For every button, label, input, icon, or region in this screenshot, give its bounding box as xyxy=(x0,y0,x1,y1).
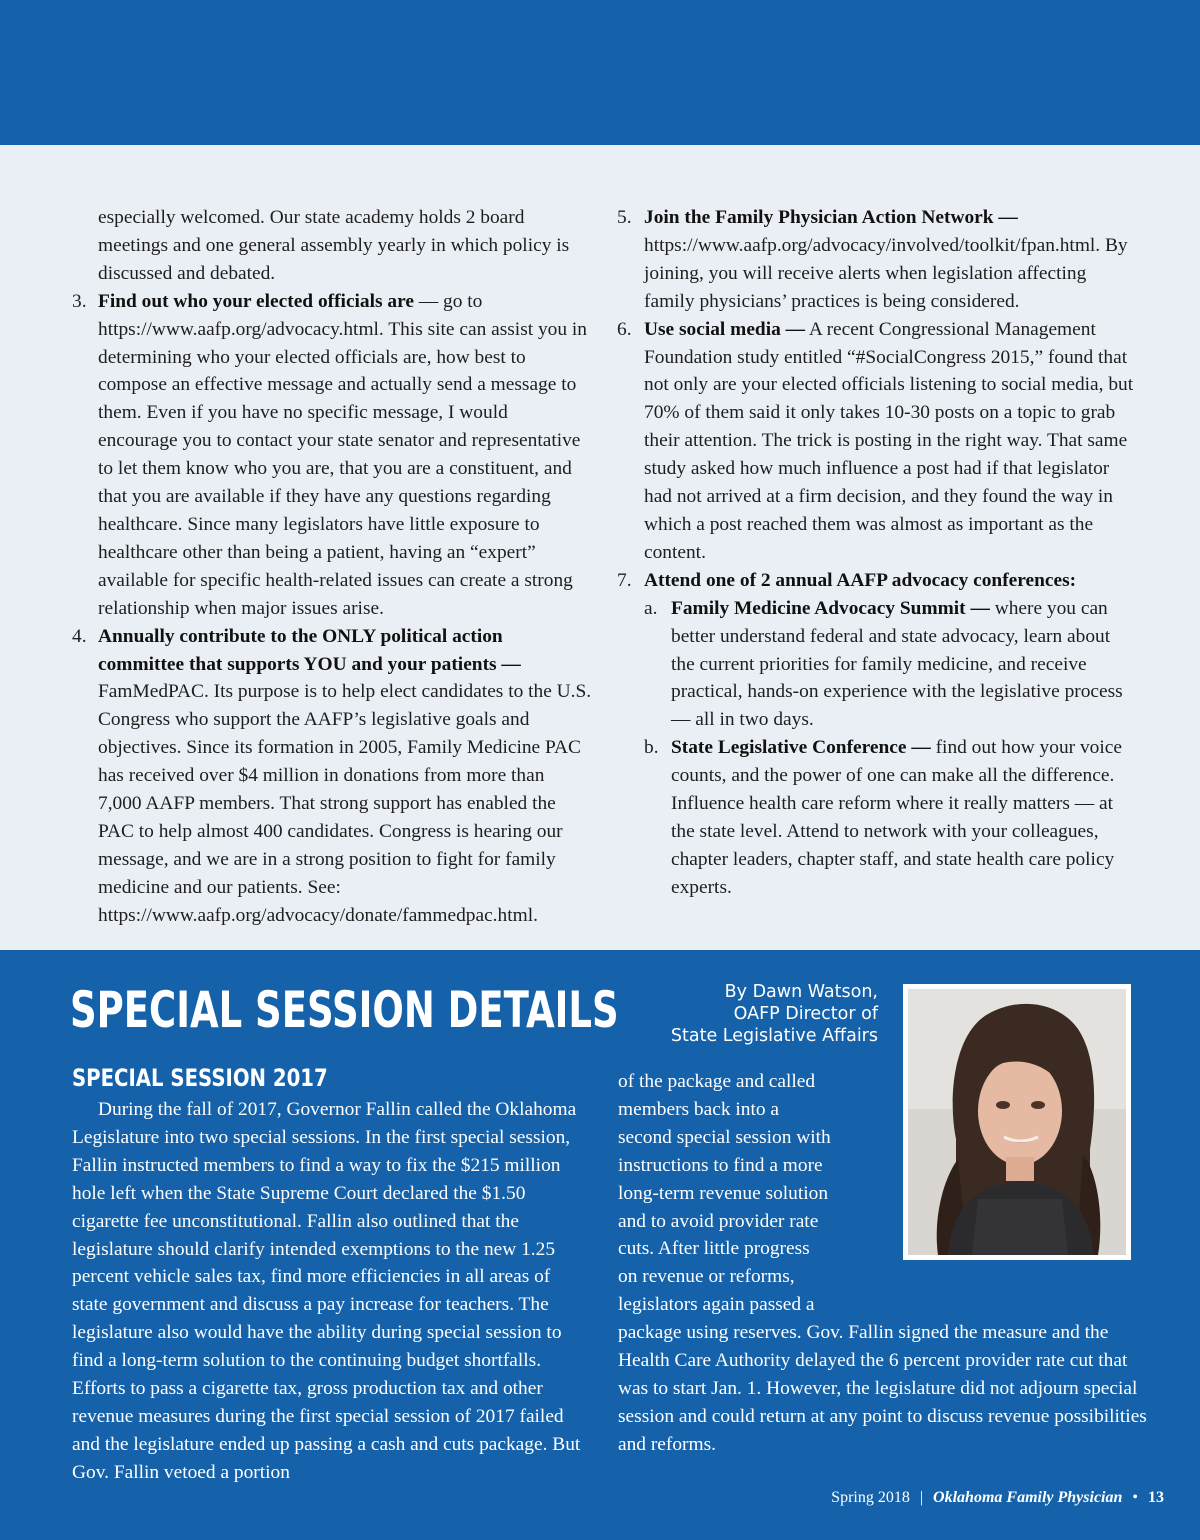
byline-line: State Legislative Affairs xyxy=(670,1026,878,1046)
list-item-text: — go to https://www.aafp.org/advocacy.html. This site can assist you in determining who your elected officials are, how best to compose an effective message and actually send a message to them. Even if you have no specific message, I would encourage you to contact your state senator and representative to let them know who you are, that you are a constituent, and that you are available if they have any questions regarding healthcare. Since many legislators have little exposure to healthcare other than being a patient, having an “expert” available for specific health-related issues can create a strong relationship when major issues arise. xyxy=(98,290,587,619)
list-number: 7. xyxy=(617,569,632,591)
list-number: 4. xyxy=(72,625,87,647)
author-byline xyxy=(671,981,878,1047)
list-item-heading: Find out who your elected officials are xyxy=(98,290,414,312)
author-photo-frame xyxy=(903,984,1131,1260)
special-session-right-narrow xyxy=(618,1068,843,1319)
list-item-text: FamMedPAC. Its purpose is to help elect candidates to the U.S. Congress who support the AAFP’s legislative goals and objectives. Since its formation in 2005, Family Medicine PAC has received over $4 million in donations from more than 7,000 AAFP members. That strong support has enabled the PAC to help almost 400 candidates. Congress is hearing our message, and we are in a strong position to fight for family medicine and our patients. See: https://www.aafp.org/advocacy/donate/fammedpac.html. xyxy=(98,681,592,926)
text-line: cuts. After little progress xyxy=(618,1238,810,1260)
author-photo xyxy=(908,989,1126,1255)
text-line: long-term revenue solution xyxy=(618,1182,829,1204)
byline-line: OAFP Director of xyxy=(733,1004,878,1024)
list-subitem-7a xyxy=(644,595,1137,735)
list-item-heading: State Legislative Conference — xyxy=(671,737,931,759)
list-item-6 xyxy=(617,316,1137,567)
list-item-body xyxy=(671,595,1137,735)
page-footer xyxy=(831,1486,1164,1510)
list-item-body xyxy=(98,623,592,930)
page-number: 13 xyxy=(1148,1489,1164,1506)
text-line: legislators again passed a xyxy=(618,1294,815,1316)
list-item-5 xyxy=(617,204,1137,316)
list-item-heading: Use social media — xyxy=(644,318,806,340)
text-line: members back into a xyxy=(618,1098,779,1120)
list-item-heading: Attend one of 2 annual AAFP advocacy conferences: xyxy=(644,569,1077,591)
list-item-heading: Annually contribute to the ONLY political action committee that supports YOU and your patients — xyxy=(98,625,521,675)
list-subitem-7b xyxy=(644,734,1137,901)
continued-paragraph: especially welcomed. Our state academy holds 2 board meetings and one general assembly yearly in which policy is discussed and debated. xyxy=(98,207,570,284)
list-item-body xyxy=(644,204,1137,316)
byline-line: By Dawn Watson, xyxy=(724,982,878,1002)
top-banner xyxy=(0,0,1200,145)
list-item-heading: Family Medicine Advocacy Summit — xyxy=(671,597,990,619)
list-number: 3. xyxy=(72,290,87,312)
upper-right-column xyxy=(617,204,1137,902)
list-item-body xyxy=(98,288,592,623)
list-item-text: where you can better understand federal and state advocacy, learn about the current priorities for family medicine, and receive practical, hands-on experience with the legislative process — all in two days. xyxy=(671,597,1123,731)
paragraph-text: During the fall of 2017, Governor Fallin called the Oklahoma Legislature into two special sessions. In the first special session, Fallin instructed members to find a way to fix the $215 million hole left when the State Supreme Court declared the $1.50 cigarette fee unconstitutional. Fallin also outlined that the legislature should clarify intended exemptions to the new 1.25 percent vehicle sales tax, find more efficiencies in all areas of state government and discuss a pay increase for teachers. The legislature also would have the ability during special session to find a long-term solution to the continuing budget shortfalls. Efforts to pass a cigarette tax, gross production tax and other revenue measures during the first special session of 2017 failed and the legislature ended up passing a cash and cuts package. But Gov. Fallin vetoed a portion xyxy=(72,1099,581,1483)
text-line: on revenue or reforms, xyxy=(618,1266,795,1288)
special-session-right-wide xyxy=(618,1319,1148,1459)
list-letter: a. xyxy=(644,597,658,619)
list-number: 5. xyxy=(617,207,632,228)
special-session-left-column xyxy=(72,1096,587,1487)
list-letter: b. xyxy=(644,737,659,759)
list-item-body xyxy=(671,734,1137,901)
text-line: of the package and called xyxy=(618,1071,816,1092)
footer-divider: | xyxy=(919,1489,924,1506)
publication-name: Oklahoma Family Physician xyxy=(933,1489,1123,1506)
list-item-text: A recent Congressional Management Foundation study entitled “#SocialCongress 2015,” found that not only are your elected officials listening to social media, but 70% of them said it only takes 10-30 posts on a topic to grab their attention. The trick is posting in the right way. That same study asked how much influence a post had if that legislator had not arrived at a firm decision, and they found the way in which a post reached them was almost as important as the content. xyxy=(644,318,1134,563)
footer-bullet: • xyxy=(1132,1489,1138,1506)
text-line: and to avoid provider rate xyxy=(618,1210,819,1232)
text-line: second special session with xyxy=(618,1126,831,1148)
list-item-body xyxy=(644,567,1137,595)
list-item-heading: Join the Family Physician Action Network — xyxy=(644,207,1018,228)
paragraph-text: package using reserves. Gov. Fallin signed the measure and the Health Care Authority delayed the 6 percent provider rate cut that was to start Jan. 1. However, the legislature did not adjourn special session and could return at any point to discuss revenue possibilities and reforms. xyxy=(618,1322,1147,1455)
section-subtitle: SPECIAL SESSION 2017 xyxy=(72,1064,328,1092)
text-line: instructions to find a more xyxy=(618,1154,823,1176)
issue-season: Spring 2018 xyxy=(831,1489,910,1506)
list-item-text: find out how your voice counts, and the power of one can make all the difference. Influence health care reform where it really matters — at the state level. Attend to network with your colleagues, chapter leaders, chapter staff, and state health care policy experts. xyxy=(671,737,1122,898)
list-item-body xyxy=(644,316,1137,567)
upper-left-column xyxy=(72,204,592,930)
list-item-text: https://www.aafp.org/advocacy/involved/toolkit/fpan.html. By joining, you will receive alerts when legislation affecting family physicians’ practices is being considered. xyxy=(644,234,1128,312)
special-session-paragraph xyxy=(72,1096,587,1487)
list-number: 6. xyxy=(617,318,632,340)
list-item-4 xyxy=(72,623,592,930)
list-item-3 xyxy=(72,288,592,623)
list-item-7 xyxy=(617,567,1137,595)
section-title: SPECIAL SESSION DETAILS xyxy=(70,981,619,1039)
